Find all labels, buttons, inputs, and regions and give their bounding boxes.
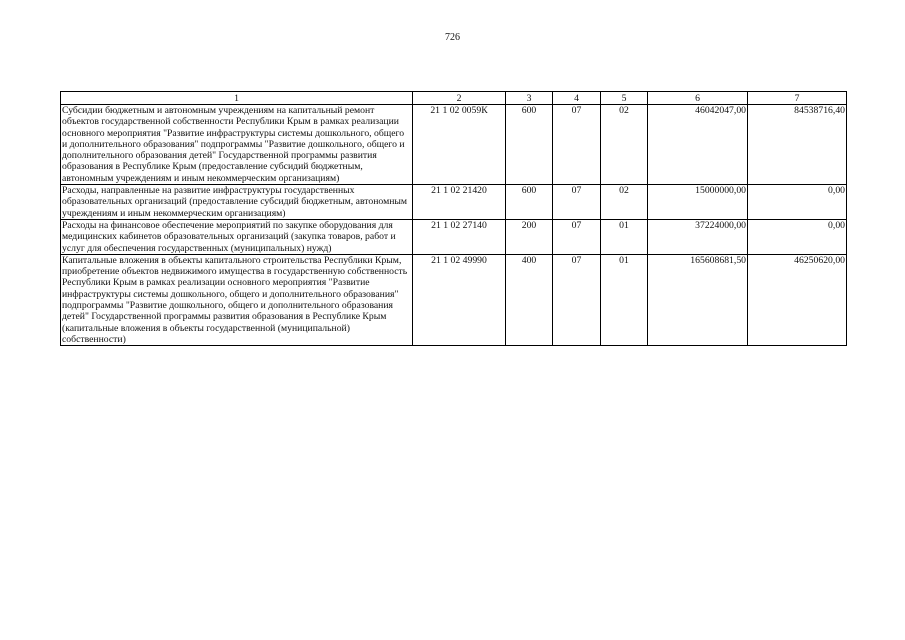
column-header-2: 2 [413, 92, 506, 105]
column-header-3: 3 [506, 92, 553, 105]
row-subsection: 01 [601, 219, 648, 254]
table-row [61, 105, 847, 185]
column-header-6: 6 [648, 92, 748, 105]
row-code: 21 1 02 0059К [413, 105, 506, 185]
column-header-7: 7 [748, 92, 847, 105]
row-description: Расходы на финансовое обеспечение мероприятий по закупке оборудования для медицинских кабинетов образовательных организаций (закупка товаров, работ и услуг для обеспечения государственных (муниципальных) нужд) [61, 219, 413, 254]
row-amount-2: 84538716,40 [748, 105, 847, 185]
row-amount-2: 0,00 [748, 219, 847, 254]
row-subsection: 02 [601, 185, 648, 220]
table-row [61, 219, 847, 254]
row-expense-type: 600 [506, 105, 553, 185]
row-expense-type: 400 [506, 254, 553, 345]
row-amount-1: 46042047,00 [648, 105, 748, 185]
row-description: Расходы, направленные на развитие инфраструктуры государственных образовательных организаций (предоставление субсидий бюджетным, автономным учреждениям и иным некоммерческим организациям) [61, 185, 413, 220]
row-section: 07 [553, 105, 601, 185]
row-code: 21 1 02 21420 [413, 185, 506, 220]
row-amount-2: 0,00 [748, 185, 847, 220]
page-number: 726 [445, 32, 460, 43]
row-amount-1: 37224000,00 [648, 219, 748, 254]
row-section: 07 [553, 185, 601, 220]
row-code: 21 1 02 49990 [413, 254, 506, 345]
column-header-4: 4 [553, 92, 601, 105]
table-row [61, 254, 847, 345]
row-section: 07 [553, 254, 601, 345]
column-header-5: 5 [601, 92, 648, 105]
row-subsection: 01 [601, 254, 648, 345]
row-amount-1: 15000000,00 [648, 185, 748, 220]
row-section: 07 [553, 219, 601, 254]
row-description: Капитальные вложения в объекты капитального строительства Республики Крым, приобретение объектов недвижимого имущества в государственную собственность Республики Крым в рамках реализации основного мероприятия "Развитие инфраструктуры системы дошкольного, общего и дополнительного образования" подпрограммы "Развитие дошкольного, общего и дополнительного образования детей" Государственной программы развития образования в Республике Крым (капитальные вложения в объекты государственной (муниципальной) собственности) [61, 254, 413, 345]
column-header-1: 1 [61, 92, 413, 105]
row-subsection: 02 [601, 105, 648, 185]
table-row [61, 185, 847, 220]
row-expense-type: 600 [506, 185, 553, 220]
budget-table [60, 91, 847, 346]
row-amount-2: 46250620,00 [748, 254, 847, 345]
row-code: 21 1 02 27140 [413, 219, 506, 254]
row-expense-type: 200 [506, 219, 553, 254]
row-description: Субсидии бюджетным и автономным учреждениям на капитальный ремонт объектов государственной собственности Республики Крым в рамках реализации основного мероприятия "Развитие инфраструктуры системы дошкольного, общего и дополнительного образования" подпрограммы "Развитие дошкольного, общего и дополнительного образования детей" Государственной программы развития образования в Республике Крым (предоставление субсидий бюджетным, автономным учреждениям и иным некоммерческим организациям) [61, 105, 413, 185]
row-amount-1: 165608681,50 [648, 254, 748, 345]
table-header-row [61, 92, 847, 105]
